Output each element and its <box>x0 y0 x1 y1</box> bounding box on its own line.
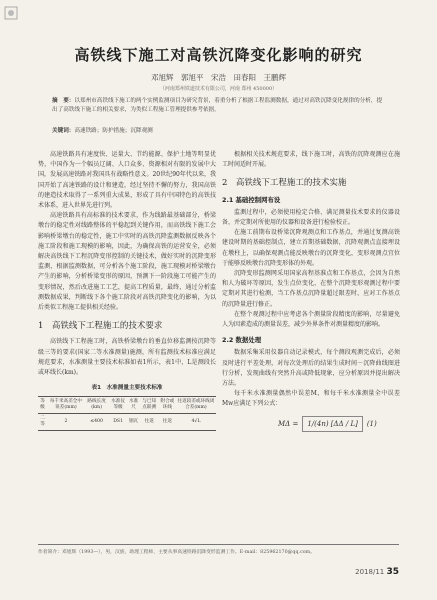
table-cell: 往返 <box>139 414 158 431</box>
keywords-text: 高速铁路；防护措施；沉降观测 <box>74 128 153 134</box>
keywords <box>52 126 385 134</box>
right-intro-paragraph: 根据相关技术规范要求，线下施工时，高铁的沉降观测应在施工时间适时开展。 <box>222 151 400 169</box>
equation-1 <box>278 416 400 432</box>
table-header-cell: 等级 <box>38 397 47 414</box>
table-header-cell: 每千米高差全中误差(mm) <box>47 397 85 414</box>
table-1 <box>38 396 216 431</box>
issue-label: 2018/11 <box>355 568 385 576</box>
subsection-2-1-paragraph: 在整个观测过程中应考虑各个测量阶段精度的影响，尽量避免人为因素造成的测量误差，减少外界条件对测量精度的影响。 <box>222 310 400 329</box>
keywords-label: 关键词： <box>52 128 75 134</box>
left-column <box>38 150 216 431</box>
abstract-label: 摘 要： <box>52 98 75 104</box>
equation-lhs: MΔ = <box>278 419 299 428</box>
subsection-2-2-paragraph: 每千米水准测量偶然中误差M，和每千米水准测量全中误差Mw应满足下列公式： <box>222 390 400 408</box>
table-row <box>38 414 216 431</box>
equation-rhs: 1/(4n) [ΔΔ / L] <box>302 416 363 432</box>
section-2-heading: 2 高铁线下工程施工的技术实施 <box>222 178 347 189</box>
section-1-paragraph: 高铁线下工程施工时，高铁桥梁墩台的垂直位移监测按沉降等级三等的要求(国家二等水准测量)施测，所有监测技术标准应满足规范要求，水准测量主要技术标准如表1所示，表1中，L是测段长或环线长(km)。 <box>38 338 216 377</box>
table-cell: 二等 <box>38 414 47 431</box>
author-list: 邓旭辉 郭旭平 宋浩 田春阳 王鹏辉 <box>151 73 286 82</box>
author-footnote: 作者简介：邓旭辉（1993—），男，汉族，助理工程师，主要从事高速铁路沉降变形监测工作。E-mail：825962170@qq.com。 <box>38 544 399 555</box>
table-cell: 往返 <box>159 414 176 431</box>
table-header-cell: 水准仪等级 <box>109 397 128 414</box>
table-cell: ≤400 <box>85 414 109 431</box>
table-header-cell: 水准尺 <box>128 397 140 414</box>
table-header-row <box>38 397 216 414</box>
equation-number: (1) <box>366 419 377 428</box>
intro-paragraph-1: 高速铁路具有速度快、运量大、节约能源、保护土地等明显优势，中国作为一个幅员辽阔、人口众多、资源相对有限的发展中大国，发展高速铁路对我国具有战略性意义。20世纪90年代以来，我国开始了高速铁路的设计和建造，经过坚持不懈的努力，我国高铁的建造技术取得了一系列重大成果，形成了具有中国特色的高铁技术体系，进入世界先进行列。 <box>38 151 216 210</box>
table-cell: 2 <box>47 414 85 431</box>
abstract-text: 以郑州市高铁线下施工的两个实例监测项目为研究背景，着重分析了根据工程监测数据，通过对高铁沉降变化规律的分析，提出了高铁线下施工的相关要求，为类似工程施工管理提供参考依据。 <box>52 98 383 113</box>
subsection-2-1-paragraph: 监测过程中，必须使用检定合格、满足测量技术要求的仪器设备，并定期对所使用的仪器和设备进行检验校正。 <box>222 208 400 227</box>
affiliation: （河南郑州铁道技术有限公司，河南 郑州 450000） <box>159 86 278 92</box>
right-column <box>222 150 400 436</box>
table-header-cell: 附合或环线 <box>159 397 176 414</box>
table-cell: 4√L <box>176 414 216 431</box>
table-cell: DS1 <box>109 414 128 431</box>
subsection-2-2-heading: 2.2 数据处理 <box>222 336 262 345</box>
subsection-2-1-paragraph: 沉降变形监测网采用国家高程基准点和工作基点，会因为自然和人为破坏等原因，发生点位变化，在整个沉降变形观测过程中要定期对其进行检测，当工作基点沉降量超过限差时，应对工作基点的沉降量进行修正。 <box>222 270 400 308</box>
intro-paragraph-2: 高速铁路具有高标准的技术要求，作为线路最基础部分，桥梁墩台的稳定性对线路整体的平稳起到关键作用，而高铁线下施工会影响桥梁墩台的稳定性，施工中实时的高铁沉降监测数据反映各个施工阶段和施工现模的影响，因此，为确保高铁的运营安全，必须解决高铁线下工程沉降变形控制的关键技术，做好实时的沉降变形监测，根据监测数据，可分析各个施工阶段，施工现模对桥梁墩台产生的影响，分析桥梁变形的原因，预测下一阶段施工可能产生的变形情况，然后改进施工工艺，提高工程质量，最终，通过分析监测数据成果，判断线下各个施工阶段对高铁沉降变化的影响，为以后类似工程施工提供相关经验。 <box>38 212 216 312</box>
subsection-2-1-paragraph: 在施工前期布设桥梁沉降观测点和工作基点，并通过复测高铁建设时期的基础控制点，建立首期基础数据，沉降观测点直接埋设在墩柱上，以确保观测点能反映墩台的沉降变化，变形观测点宜位于能够反映墩台沉降变形体的外观。 <box>222 229 400 267</box>
table-cell: 铟瓦 <box>128 414 140 431</box>
abstract <box>52 97 385 115</box>
journal-logo-icon <box>4 6 18 20</box>
subsection-2-2-paragraph: 数据采集采用仪器自动记录模式，每个测段观测完成后，必须及时进行平差处理，对每次处理后的结果生成时间－沉降曲线图进行分析，发现曲线有突然升高或降低现象，应分析原因并提出解决方法。 <box>222 349 400 388</box>
subsection-2-1-heading: 2.1 基础控制网布设 <box>222 195 281 204</box>
table-header-cell: 与已知点联测 <box>139 397 158 414</box>
table-header-cell: 路线长度(km) <box>85 397 109 414</box>
table-1-caption: 表1 水准测量主要技术标准 <box>91 385 163 392</box>
page-footer <box>355 567 399 577</box>
table-header-cell: 往返较差或环线闭合差(mm) <box>176 397 216 414</box>
paper-title: 高铁线下施工对高铁沉降变化影响的研究 <box>74 46 363 64</box>
page-number: 35 <box>386 567 399 577</box>
section-1-heading: 1 高铁线下工程施工的技术要求 <box>38 321 163 332</box>
